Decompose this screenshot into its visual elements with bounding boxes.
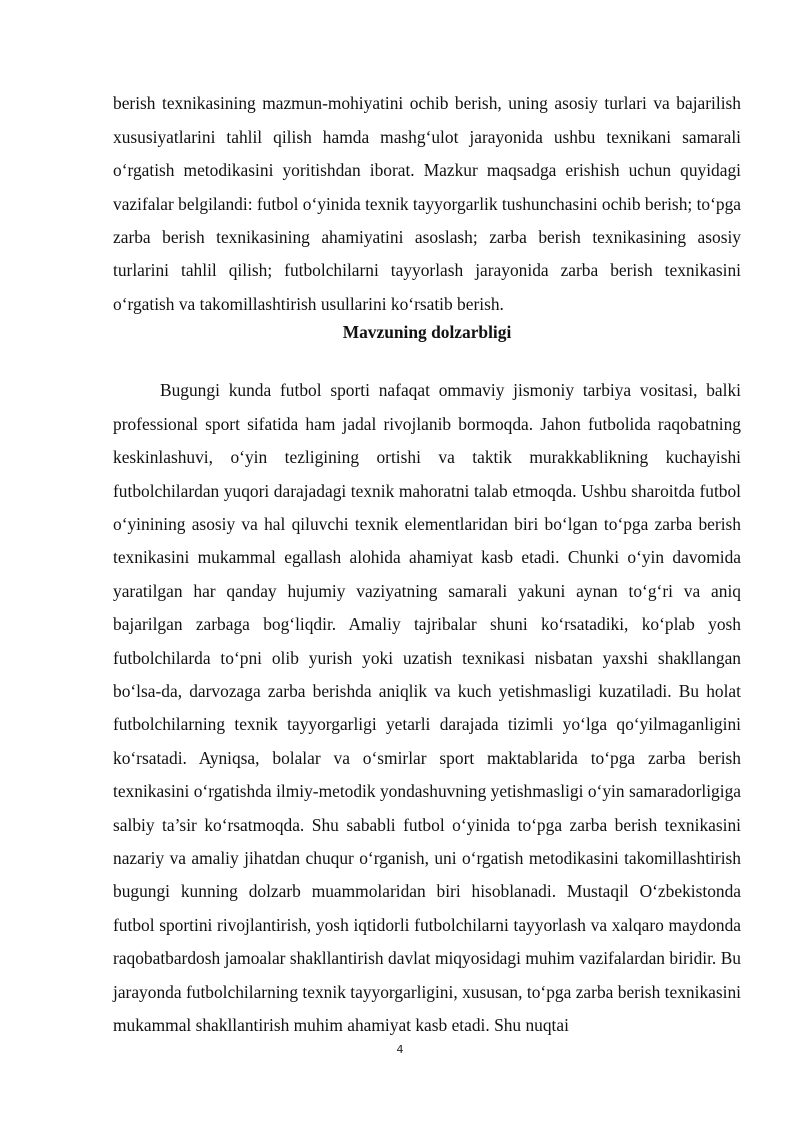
paragraph-continuation: berish texnikasining mazmun-mohiyatini ochib berish, uning asosiy turlari va bajarilish xususiyatlarini tahlil qilish hamda mashg‘ulot jarayonida ushbu texnikani samarali o‘rgatish metodikasini yoritishdan iborat. Mazkur maqsadga erishish uchun quyidagi vazifalar belgilandi: futbol o‘yinida texnik tayyorgarlik tushunchasini ochib berish; to‘pga zarba berish texnikasining ahamiyatini asoslash; zarba berish texnikasining asosiy turlarini tahlil qilish; futbolchilarni tayyorlash jarayonida zarba berish texnikasini o‘rgatish va takomillashtirish usullarini ko‘rsatib berish.: [113, 93, 741, 314]
paragraph-body: Bugungi kunda futbol sporti nafaqat ommaviy jismoniy tarbiya vositasi, balki professional sport sifatida ham jadal rivojlanib bormoqda. Jahon futbolida raqobatning keskinlashuvi, o‘yin tezligining ortishi va taktik murakkablikning kuchayishi futbolchilardan yuqori darajadagi texnik mahoratni talab etmoqda. Ushbu sharoitda futbol o‘yinining asosiy va hal qiluvchi texnik elementlaridan biri bo‘lgan to‘pga zarba berish texnikasini mukammal egallash alohida ahamiyat kasb etadi. Chunki o‘yin davomida yaratilgan har qanday hujumiy vaziyatning samarali yakuni aynan to‘g‘ri va aniq bajarilgan zarbaga bog‘liqdir. Amaliy tajribalar shuni ko‘rsatadiki, ko‘plab yosh futbolchilarda to‘pni olib yurish yoki uzatish texnikasi nisbatan yaxshi shakllangan bo‘lsa-da, darvozaga zarba berishda aniqlik va kuch yetishmasligi kuzatiladi. Bu holat futbolchilarning texnik tayyorgarligi yetarli darajada tizimli yo‘lga qo‘yilmaganligini ko‘rsatadi. Ayniqsa, bolalar va o‘smirlar sport maktablarida to‘pga zarba berish texnikasini o‘rgatishda ilmiy-metodik yondashuvning yetishmasligi o‘yin samaradorligiga salbiy ta’sir ko‘rsatmoqda. Shu sababli futbol o‘yinida to‘pga zarba berish texnikasini nazariy va amaliy jihatdan chuqur o‘rganish, uni o‘rgatish metodikasini takomillashtirish bugungi kunning dolzarb muammolaridan biri hisoblanadi. Mustaqil O‘zbekistonda futbol sportini rivojlantirish, yosh iqtidorli futbolchilarni tayyorlash va xalqaro maydonda raqobatbardosh jamoalar shakllantirish davlat miqyosidagi muhim vazifalardan biridir. Bu jarayonda futbolchilarning texnik tayyorgarligini, xususan, to‘pga zarba berish texnikasini mukammal shakllantirish muhim ahamiyat kasb etadi. Shu nuqtai: [113, 380, 741, 1036]
page-number: 4: [396, 1043, 404, 1056]
section-heading: Mavzuning dolzarbligi: [342, 322, 512, 342]
